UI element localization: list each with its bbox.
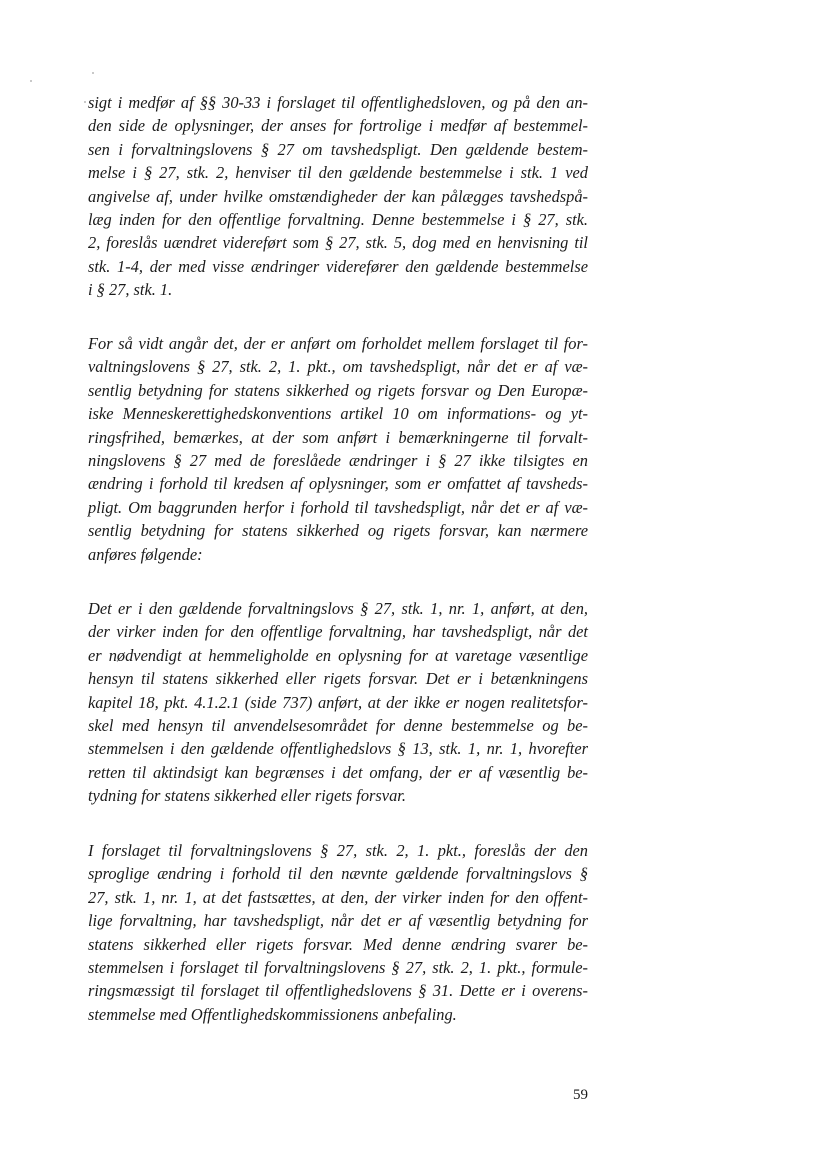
scan-speck (84, 101, 86, 103)
text-line: sigt i medfør af §§ 30-33 i forslaget til offentlighedsloven, og på den an- (88, 93, 588, 112)
text-line: retten til aktindsigt kan begrænses i det omfang, der er af væsentlig be- (88, 762, 588, 782)
paragraph-3 (88, 597, 588, 808)
paragraph-1 (88, 91, 588, 302)
text-line: sen i forvaltningslovens § 27 om tavshedspligt. Den gældende bestem- (88, 139, 588, 159)
text-line: læg inden for den offentlige forvaltning. Denne bestemmelse i § 27, stk. (88, 209, 588, 229)
text-line: pligt. Om baggrunden herfor i forhold til tavshedspligt, når det er af væ- (88, 497, 588, 517)
text-line: stemmelsen i forslaget til forvaltningslovens § 27, stk. 2, 1. pkt., formule- (88, 957, 588, 977)
text-line: ringsmæssigt til forslaget til offentlighedslovens § 31. Dette er i overens- (88, 981, 588, 1001)
text-line: er nødvendigt at hemmeligholde en oplysning for at varetage væsentlige (88, 645, 588, 665)
text-line: skel med hensyn til anvendelsesområdet for denne bestemmelse og be- (88, 715, 588, 735)
text-line: stemmelsen i den gældende offentlighedslovs § 13, stk. 1, nr. 1, hvorefter (88, 739, 588, 759)
paragraph-2 (88, 332, 588, 566)
text-line: anføres følgende: (88, 544, 203, 564)
text-line: lige forvaltning, har tavshedspligt, når det er af væsentlig betydning for (88, 911, 588, 931)
text-line: i § 27, stk. 1. (88, 280, 173, 300)
page-number: 59 (573, 1087, 588, 1103)
text-line: den side de oplysninger, der anses for fortrolige i medfør af bestemmel- (88, 116, 588, 136)
paragraph-4 (88, 839, 588, 1026)
text-line: stemmelse med Offentlighedskommissionens anbefaling. (88, 1004, 457, 1024)
text-line: valtningslovens § 27, stk. 2, 1. pkt., om tavshedspligt, når det er af væ- (88, 357, 588, 377)
text-line: sentlig betydning for statens sikkerhed og rigets forsvar, kan nærmere (88, 521, 588, 541)
text-line: sentlig betydning for statens sikkerhed og rigets forsvar og Den Europæ- (88, 380, 588, 400)
text-line: angivelse af, under hvilke omstændigheder der kan pålægges tavshedspå- (88, 186, 588, 206)
text-line: hensyn til statens sikkerhed eller rigets forsvar. Det er i betænkningens (88, 669, 588, 689)
text-line: iske Menneskerettighedskonventions artikel 10 om informations- og yt- (88, 404, 588, 424)
text-line: kapitel 18, pkt. 4.1.2.1 (side 737) anført, at der ikke er nogen realitetsfor- (88, 692, 588, 712)
scan-speck (92, 72, 94, 74)
text-line: 2, foreslås uændret videreført som § 27, stk. 5, dog med en henvisning til (88, 233, 588, 253)
scan-speck (30, 80, 32, 82)
text-line: stk. 1-4, der med visse ændringer viderefører den gældende bestemmelse (88, 256, 588, 276)
text-line: sproglige ændring i forhold til den nævnte gældende forvaltningslovs § (88, 864, 588, 884)
text-line: For så vidt angår det, der er anført om forholdet mellem forslaget til for- (88, 334, 588, 353)
text-line: tydning for statens sikkerhed eller rigets forsvar. (88, 786, 406, 806)
text-line: ændring i forhold til kredsen af oplysninger, som er omfattet af tavsheds- (88, 474, 588, 494)
text-line: der virker inden for den offentlige forvaltning, har tavshedspligt, når det (88, 622, 588, 642)
text-line: ningslovens § 27 med de foreslåede ændringer i § 27 ikke tilsigtes en (88, 450, 588, 470)
text-line: statens sikkerhed eller rigets forsvar. Med denne ændring svarer be- (88, 934, 588, 954)
text-line: 27, stk. 1, nr. 1, at det fastsættes, at den, der virker inden for den offent- (88, 887, 588, 907)
text-line: ringsfrihed, bemærkes, at der som anført i bemærkningerne til forvalt- (88, 427, 588, 447)
text-line: Det er i den gældende forvaltningslovs § 27, stk. 1, nr. 1, anført, at den, (88, 599, 588, 618)
text-line: melse i § 27, stk. 2, henviser til den gældende bestemmelse i stk. 1 ved (88, 163, 588, 183)
text-line: I forslaget til forvaltningslovens § 27, stk. 2, 1. pkt., foreslås der den (88, 841, 588, 860)
